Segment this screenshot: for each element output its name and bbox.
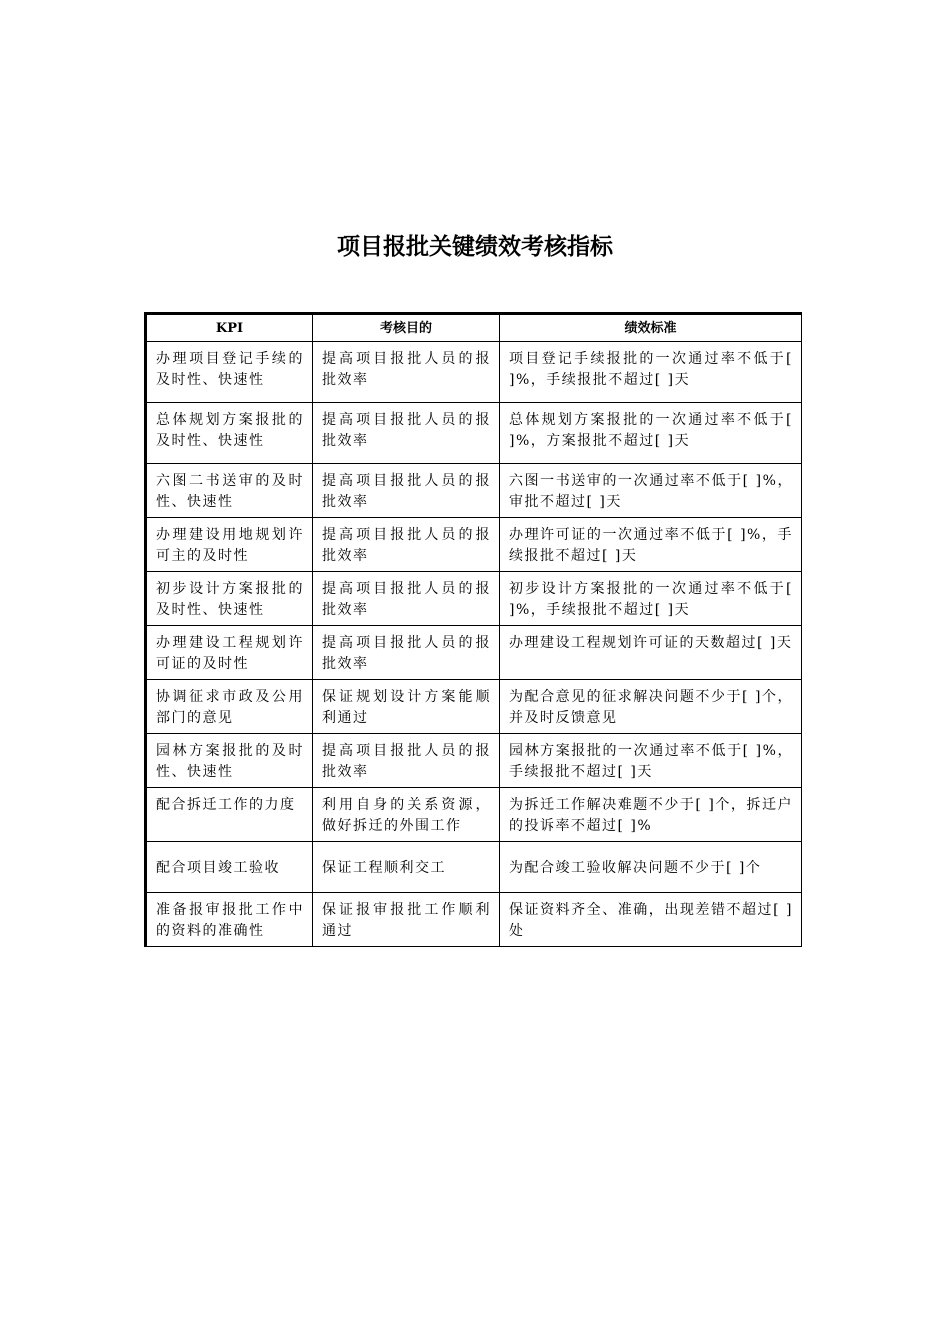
standard-cell: 办理建设工程规划许可证的天数超过[ ]天: [500, 626, 802, 680]
purpose-cell: 提高项目报批人员的报批效率: [313, 734, 500, 788]
kpi-table: [144, 312, 802, 947]
kpi-cell: 总体规划方案报批的及时性、快速性: [146, 403, 313, 464]
kpi-cell: 初步设计方案报批的及时性、快速性: [146, 572, 313, 626]
table-header-row: [146, 314, 802, 342]
kpi-cell: 办理建设用地规划许可主的及时性: [146, 518, 313, 572]
purpose-cell: 提高项目报批人员的报批效率: [313, 342, 500, 403]
table-row: [146, 403, 802, 464]
kpi-cell: 办理建设工程规划许可证的及时性: [146, 626, 313, 680]
kpi-cell: 准备报审报批工作中的资料的准确性: [146, 893, 313, 947]
header-standard: 绩效标准: [500, 314, 802, 342]
table-row: [146, 680, 802, 734]
table-row: [146, 518, 802, 572]
standard-cell: 项目登记手续报批的一次通过率不低于[ ]%，手续报批不超过[ ]天: [500, 342, 802, 403]
standard-cell: 六图一书送审的一次通过率不低于[ ]%，审批不超过[ ]天: [500, 464, 802, 518]
kpi-cell: 配合拆迁工作的力度: [146, 788, 313, 842]
kpi-cell: 协调征求市政及公用部门的意见: [146, 680, 313, 734]
page-title: 项目报批关键绩效考核指标: [337, 234, 613, 260]
purpose-cell: 保证规划设计方案能顺利通过: [313, 680, 500, 734]
standard-cell: 总体规划方案报批的一次通过率不低于[ ]%，方案报批不超过[ ]天: [500, 403, 802, 464]
purpose-cell: 利用自身的关系资源，做好拆迁的外围工作: [313, 788, 500, 842]
standard-cell: 初步设计方案报批的一次通过率不低于[ ]%，手续报批不超过[ ]天: [500, 572, 802, 626]
purpose-cell: 保证工程顺利交工: [313, 842, 500, 893]
kpi-cell: 六图二书送审的及时性、快速性: [146, 464, 313, 518]
header-purpose: 考核目的: [313, 314, 500, 342]
purpose-cell: 提高项目报批人员的报批效率: [313, 464, 500, 518]
standard-cell: 园林方案报批的一次通过率不低于[ ]%，手续报批不超过[ ]天: [500, 734, 802, 788]
standard-cell: 为配合竣工验收解决问题不少于[ ]个: [500, 842, 802, 893]
table-row: [146, 893, 802, 947]
standard-cell: 保证资料齐全、准确，出现差错不超过[ ]处: [500, 893, 802, 947]
header-kpi: KPI: [146, 314, 313, 342]
kpi-cell: 园林方案报批的及时性、快速性: [146, 734, 313, 788]
purpose-cell: 提高项目报批人员的报批效率: [313, 626, 500, 680]
standard-cell: 办理许可证的一次通过率不低于[ ]%，手续报批不超过[ ]天: [500, 518, 802, 572]
kpi-cell: 配合项目竣工验收: [146, 842, 313, 893]
standard-cell: 为配合意见的征求解决问题不少于[ ]个，并及时反馈意见: [500, 680, 802, 734]
purpose-cell: 提高项目报批人员的报批效率: [313, 403, 500, 464]
table-row: [146, 626, 802, 680]
purpose-cell: 提高项目报批人员的报批效率: [313, 572, 500, 626]
kpi-cell: 办理项目登记手续的及时性、快速性: [146, 342, 313, 403]
table-row: [146, 342, 802, 403]
standard-cell: 为拆迁工作解决难题不少于[ ]个，拆迁户的投诉率不超过[ ]%: [500, 788, 802, 842]
table-row: [146, 572, 802, 626]
table-row: [146, 464, 802, 518]
purpose-cell: 提高项目报批人员的报批效率: [313, 518, 500, 572]
table-row: [146, 842, 802, 893]
purpose-cell: 保证报审报批工作顺利通过: [313, 893, 500, 947]
table-row: [146, 734, 802, 788]
table-row: [146, 788, 802, 842]
